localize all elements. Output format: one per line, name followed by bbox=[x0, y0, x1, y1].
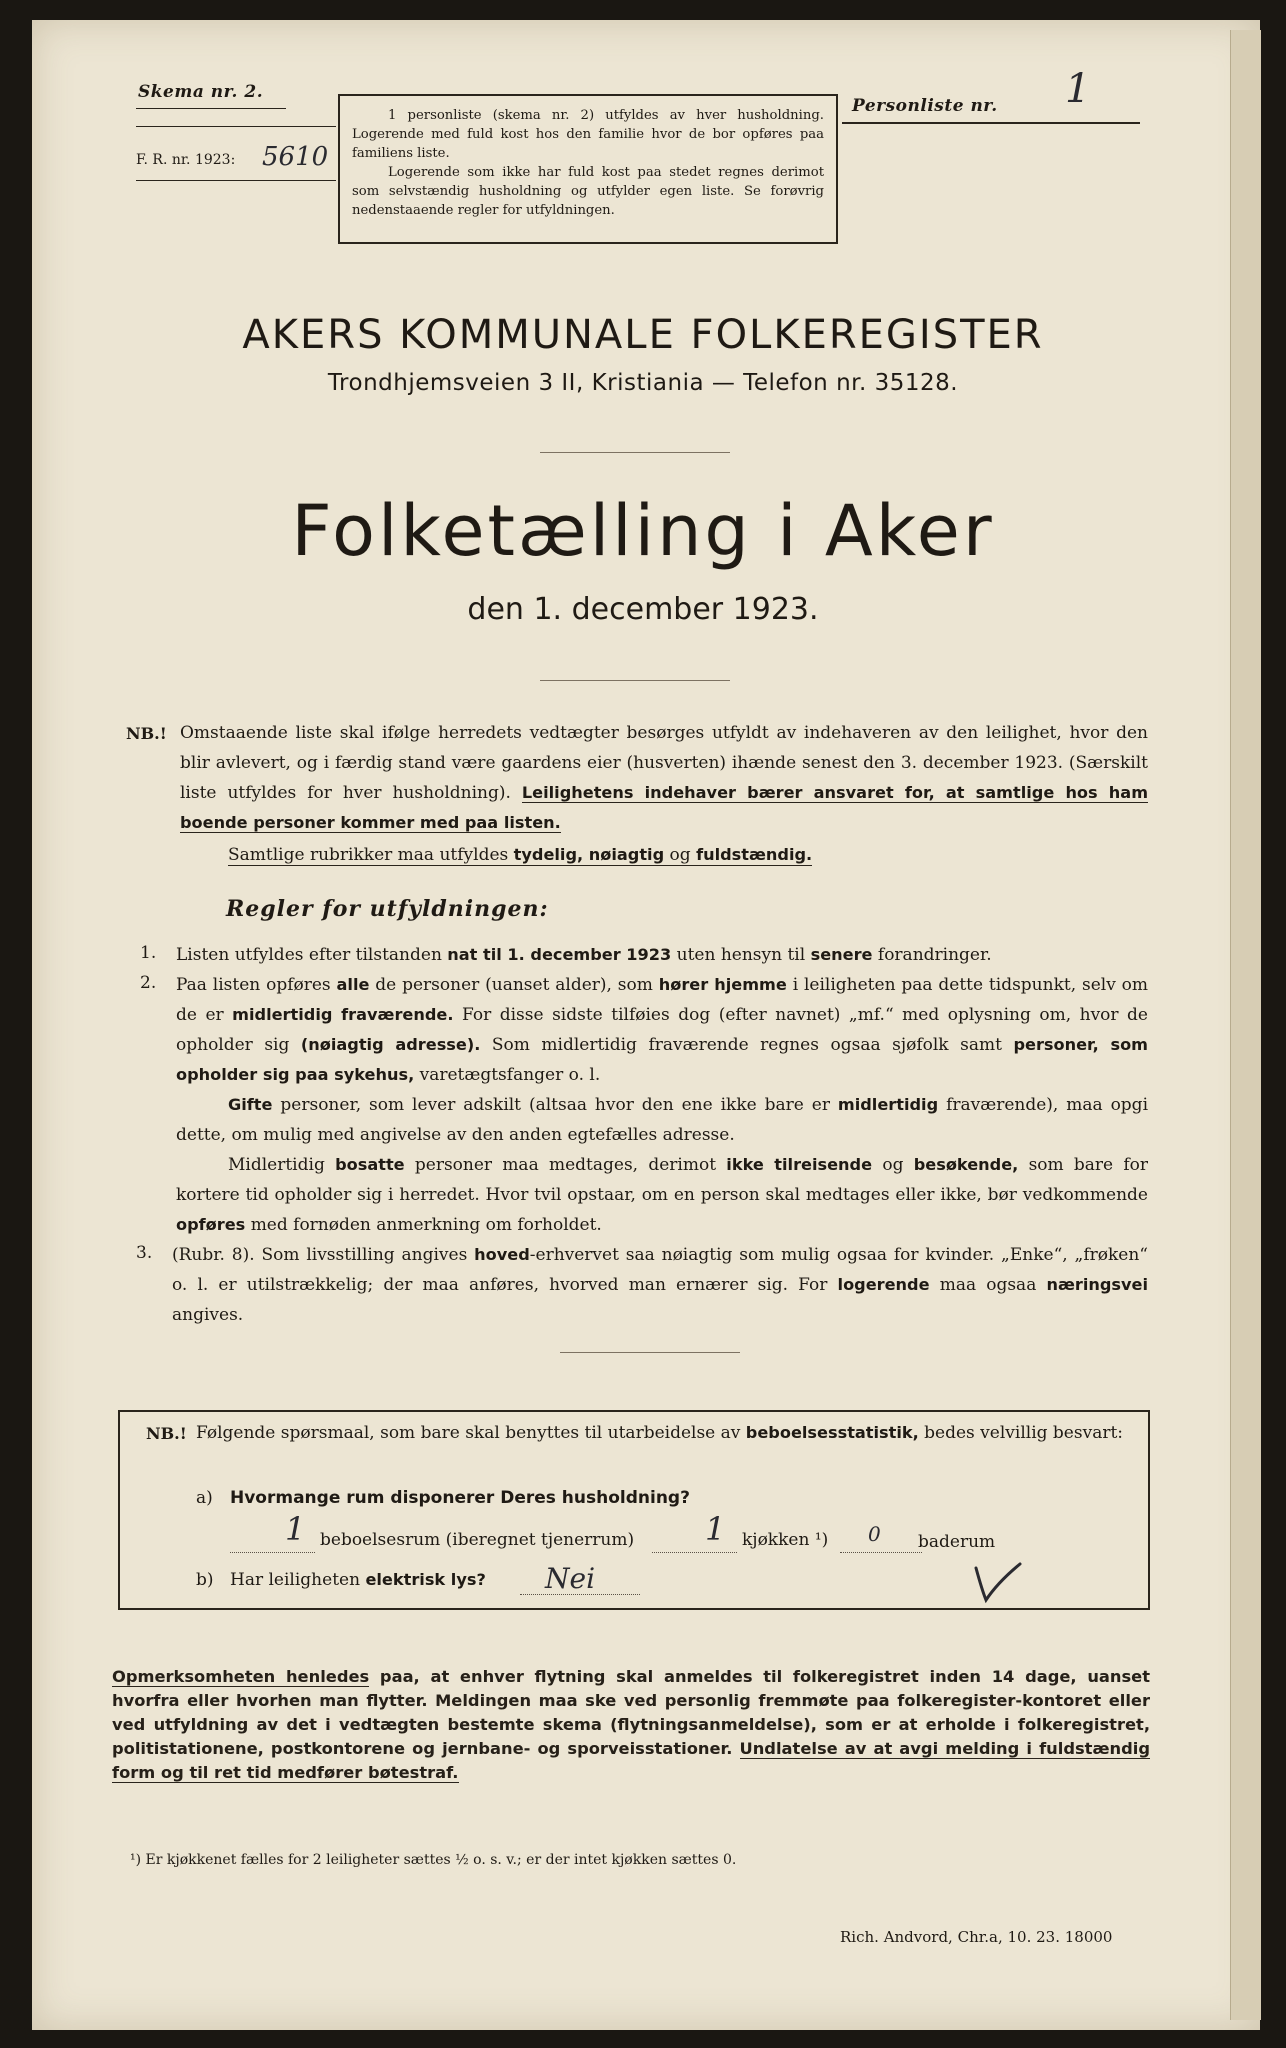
nb1-text-3 bbox=[228, 845, 812, 866]
nb2-intro-a: Følgende spørsmaal, som bare skal benyttes til utarbeidelse av bbox=[196, 1423, 741, 1443]
rule-2-o: fraværende), maa opgi dette, om mulig med angivelse av den anden egtefælles adresse. bbox=[176, 1095, 1149, 1145]
nb1-text-3c: og bbox=[669, 845, 691, 865]
rule-2-c: de personer (uanset alder), som bbox=[375, 975, 653, 995]
notice-text-c: Undlatelse av at avgi melding i fuldstændig form og til ret tid medfører bøtestraf. bbox=[112, 1739, 1150, 1782]
question-b-text-a: Har leiligheten bbox=[230, 1570, 361, 1590]
bath-field[interactable] bbox=[840, 1552, 922, 1553]
kitchen-field[interactable] bbox=[652, 1552, 737, 1553]
question-a-label: a) bbox=[196, 1488, 213, 1508]
nb1-text-1: Omstaaende liste skal ifølge herredets vedtægter besørges utfyldt av indehaveren av den leilighet, hvor den blir avlevert, og i færdig stand være gaardens eier (husverten) ihænde senest den 3. december 1923. (Særskilt liste utfyldes for hver husholdning). bbox=[180, 723, 1148, 803]
header-rule-left bbox=[136, 126, 336, 127]
personliste-number: 1 bbox=[1065, 66, 1091, 112]
rule-1 bbox=[176, 940, 1148, 970]
fr-label: F. R. nr. 1923: bbox=[136, 152, 236, 168]
rule-2-d: hører hjemme bbox=[658, 975, 787, 994]
rule-2-h: (nøiagtig adresse). bbox=[300, 1035, 481, 1054]
rule-2-number: 2. bbox=[140, 973, 157, 993]
question-b-label: b) bbox=[196, 1570, 214, 1590]
rule-2-q: bosatte bbox=[335, 1155, 405, 1174]
rule-2-m: personer, som lever adskilt (altsaa hvor den ene ikke bare er bbox=[280, 1095, 830, 1115]
notice-text-b: paa, at enhver flytning skal anmeldes til folkeregistret inden 14 dage, uanset hvorfra eller hvorhen man flytter. Meldingen maa ske ved personlig fremmøte paa folkeregister-kontoret eller ved utfyldning av det i vedtægten bestemte skema (flytningsanmeldelse), som er at erholde i folkeregistret, politistationene, postkontorene og jernbane- og sporveisstationer. bbox=[112, 1667, 1150, 1758]
rule-3-a: (Rubr. 8). Som livsstilling angives bbox=[172, 1245, 468, 1265]
bath-value: 0 bbox=[868, 1522, 881, 1546]
nb1-paragraph bbox=[180, 718, 1148, 838]
nb2-intro-c: bedes velvillig besvart: bbox=[924, 1423, 1124, 1443]
kitchen-label: kjøkken ¹) bbox=[742, 1530, 829, 1550]
instruction-box bbox=[338, 94, 838, 244]
rule-2-gifte bbox=[176, 1090, 1148, 1150]
nb1-text-3d: fuldstændig. bbox=[696, 845, 813, 864]
rooms-field[interactable] bbox=[230, 1552, 315, 1553]
bath-label: baderum bbox=[918, 1532, 996, 1552]
fr-underline bbox=[136, 180, 336, 181]
page-subtitle: den 1. december 1923. bbox=[467, 592, 819, 627]
office-name: AKERS KOMMUNALE FOLKEREGISTER bbox=[242, 312, 1044, 358]
nb1-text-3b: tydelig, nøiagtig bbox=[513, 845, 665, 864]
rule-2-e: i leiligheten paa dette tidspunkt, selv om de er bbox=[176, 975, 1149, 1025]
rooms-value: 1 bbox=[285, 1510, 306, 1548]
rule-2-x: med fornøden anmerkning om forholdet. bbox=[250, 1215, 602, 1235]
footnote: ¹) Er kjøkkenet fælles for 2 leiligheter sættes ½ o. s. v.; er der intet kjøkken sættes 0. bbox=[130, 1852, 737, 1868]
rule-2-p: Midlertidig bbox=[228, 1155, 325, 1175]
rule-1-b: nat til 1. december 1923 bbox=[447, 945, 672, 964]
nb1-requirement bbox=[228, 840, 1148, 870]
rule-2-a: Paa listen opføres bbox=[176, 975, 331, 995]
rule-2-b: alle bbox=[336, 975, 370, 994]
rules-heading: Regler for utfyldningen: bbox=[226, 896, 549, 922]
question-a-text: Hvormange rum disponerer Deres husholdning? bbox=[230, 1488, 690, 1508]
rule-2-w: opføres bbox=[176, 1215, 246, 1234]
printer-imprint: Rich. Andvord, Chr.a, 10. 23. 18000 bbox=[840, 1928, 1113, 1946]
electric-light-answer: Nei bbox=[545, 1562, 596, 1595]
rule-2-g: For disse sidste tilføies dog (efter navnet) „mf.“ med oplysning om, hvor de opholder sig bbox=[176, 1005, 1148, 1055]
rule-2 bbox=[176, 970, 1148, 1090]
rule-3-number: 3. bbox=[136, 1243, 153, 1263]
rule-1-c: uten hensyn til bbox=[676, 945, 806, 965]
moving-notice bbox=[112, 1665, 1150, 1785]
question-b-text bbox=[230, 1570, 486, 1590]
rule-2-f: midlertidig fraværende. bbox=[232, 1005, 454, 1024]
rule-1-d: senere bbox=[810, 945, 873, 964]
rooms-label: beboelsesrum (iberegnet tjenerrum) bbox=[320, 1530, 635, 1550]
rule-3-c: -erhvervet saa nøiagtig som mulig ogsaa for kvinder. „Enke“, „frøken“ o. l. er utilstrækkelig; der maa anføres, hvorved man ernærer sig. For bbox=[172, 1245, 1148, 1295]
skema-underline bbox=[136, 108, 286, 109]
rule-2-i: Som midlertidig fraværende regnes ogsaa sjøfolk samt bbox=[491, 1035, 1002, 1055]
rule-2-r: personer maa medtages, derimot bbox=[414, 1155, 717, 1175]
rule-3-b: hoved bbox=[474, 1245, 530, 1264]
rule-3 bbox=[172, 1240, 1148, 1330]
rule-2-k: varetægtsfanger o. l. bbox=[419, 1065, 601, 1085]
rule-3-e: maa ogsaa bbox=[939, 1275, 1037, 1295]
nb1-text-3a: Samtlige rubrikker maa utfyldes bbox=[228, 845, 509, 865]
fr-number: 5610 bbox=[262, 142, 329, 172]
instruction-line-1: 1 personliste (skema nr. 2) utfyldes av hver husholdning. Logerende med fuld kost hos den familie hvor de bor opføres paa familiens liste. bbox=[352, 108, 824, 161]
rule-2-midlertidig bbox=[176, 1150, 1148, 1240]
page-title: Folketælling i Aker bbox=[291, 490, 995, 572]
question-b-text-b: elektrisk lys? bbox=[365, 1570, 486, 1589]
divider-1 bbox=[540, 452, 730, 453]
divider-2 bbox=[540, 680, 730, 681]
nb1-label: NB.! bbox=[126, 724, 167, 743]
rule-2-t: og bbox=[882, 1155, 904, 1175]
skema-label: Skema nr. 2. bbox=[138, 82, 264, 102]
rule-3-f: næringsvei bbox=[1046, 1275, 1149, 1294]
rule-2-u: besøkende, bbox=[913, 1155, 1019, 1174]
rule-3-d: logerende bbox=[837, 1275, 930, 1294]
instruction-line-2: Logerende som ikke har fuld kost paa stedet regnes derimot som selvstændig husholdning og utfylder egen liste. Se forøvrig nedenstaaende regler for utfyldningen. bbox=[352, 165, 824, 218]
rule-2-v: som bare for kortere tid opholder sig i herredet. Hvor tvil opstaar, om en person skal medtages eller ikke, bør vedkommende bbox=[176, 1155, 1149, 1205]
personliste-label: Personliste nr. bbox=[852, 96, 998, 116]
personliste-underline bbox=[842, 122, 1140, 124]
rule-2-n: midlertidig bbox=[837, 1095, 939, 1114]
rule-2-j: personer, som opholder sig paa sykehus, bbox=[176, 1035, 1148, 1084]
kitchen-value: 1 bbox=[705, 1510, 726, 1548]
office-address: Trondhjemsveien 3 II, Kristiania — Telefon nr. 35128. bbox=[327, 370, 959, 396]
rule-2-l: Gifte bbox=[228, 1095, 273, 1114]
rule-3-g: angives. bbox=[172, 1305, 244, 1325]
check-mark-icon bbox=[968, 1560, 1028, 1604]
rule-1-number: 1. bbox=[140, 943, 157, 963]
divider-3 bbox=[560, 1352, 740, 1353]
nb2-label: NB.! bbox=[146, 1424, 187, 1443]
nb2-intro bbox=[196, 1418, 1126, 1448]
rule-1-a: Listen utfyldes efter tilstanden bbox=[176, 945, 442, 965]
rule-1-e: forandringer. bbox=[877, 945, 992, 965]
nb2-intro-b: beboelsesstatistik, bbox=[745, 1423, 919, 1442]
rule-2-s: ikke tilreisende bbox=[726, 1155, 873, 1174]
nb1-responsibility: Leilighetens indehaver bærer ansvaret for, at samtlige hos ham boende personer kommer med paa listen. bbox=[180, 783, 1149, 832]
notice-text-a: Opmerksomheten henledes bbox=[112, 1667, 370, 1686]
